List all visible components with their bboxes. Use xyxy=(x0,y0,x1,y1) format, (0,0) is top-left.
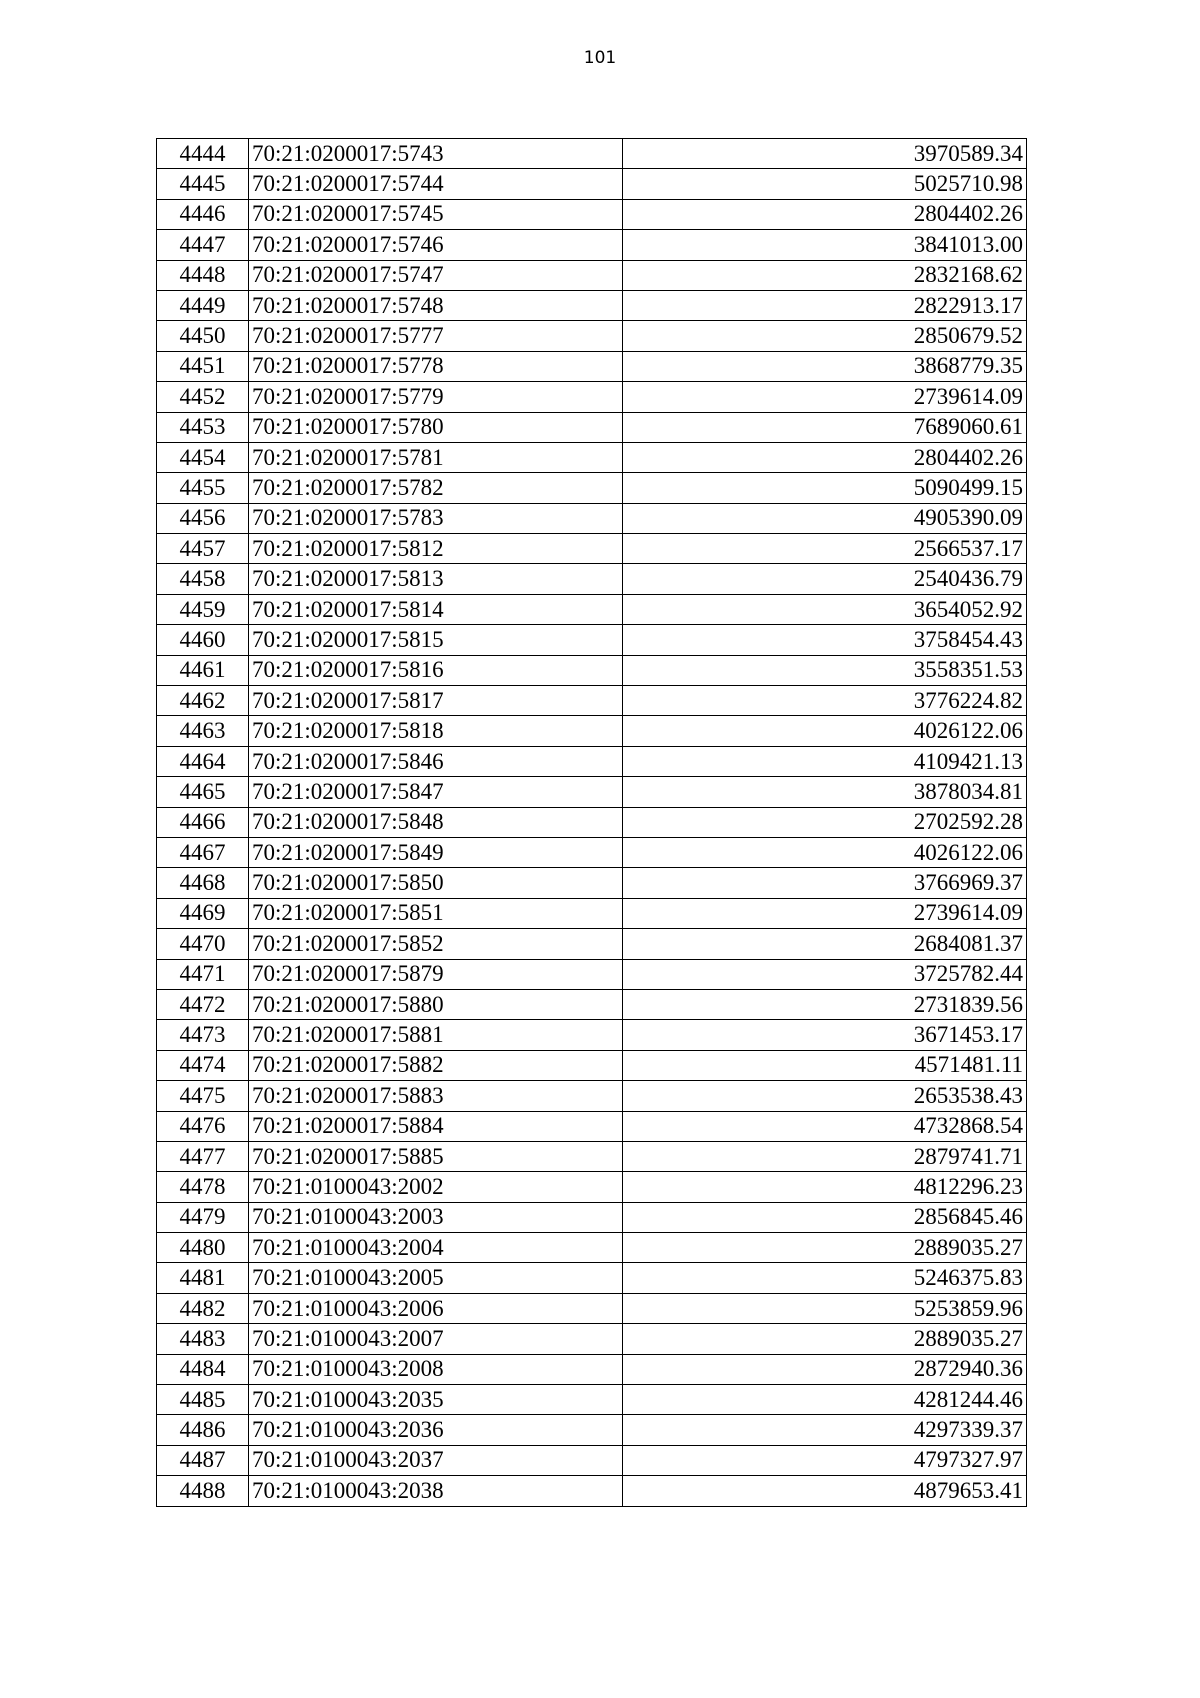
cadastral-value-cell: 5090499.15 xyxy=(623,473,1027,503)
row-number-cell: 4461 xyxy=(157,655,249,685)
table-row xyxy=(157,1324,1027,1354)
table-row xyxy=(157,412,1027,442)
cadastral-value-cell: 2684081.37 xyxy=(623,929,1027,959)
table-row xyxy=(157,898,1027,928)
cadastral-value-cell: 4905390.09 xyxy=(623,503,1027,533)
cadastral-number-cell: 70:21:0100043:2004 xyxy=(249,1233,623,1263)
table-row xyxy=(157,1111,1027,1141)
table-row xyxy=(157,959,1027,989)
cadastral-value-cell: 3558351.53 xyxy=(623,655,1027,685)
cadastral-value-cell: 4571481.11 xyxy=(623,1050,1027,1080)
cadastral-value-cell: 2889035.27 xyxy=(623,1233,1027,1263)
row-number-cell: 4484 xyxy=(157,1354,249,1384)
cadastral-number-cell: 70:21:0200017:5746 xyxy=(249,230,623,260)
cadastral-number-cell: 70:21:0200017:5748 xyxy=(249,290,623,320)
cadastral-value-cell: 2739614.09 xyxy=(623,898,1027,928)
cadastral-number-cell: 70:21:0200017:5881 xyxy=(249,1020,623,1050)
row-number-cell: 4479 xyxy=(157,1202,249,1232)
table-row xyxy=(157,594,1027,624)
cadastral-number-cell: 70:21:0200017:5847 xyxy=(249,777,623,807)
row-number-cell: 4471 xyxy=(157,959,249,989)
table-row xyxy=(157,230,1027,260)
cadastral-number-cell: 70:21:0200017:5814 xyxy=(249,594,623,624)
row-number-cell: 4468 xyxy=(157,868,249,898)
table-row xyxy=(157,1050,1027,1080)
cadastral-number-cell: 70:21:0200017:5852 xyxy=(249,929,623,959)
cadastral-number-cell: 70:21:0200017:5882 xyxy=(249,1050,623,1080)
cadastral-value-cell: 4026122.06 xyxy=(623,716,1027,746)
row-number-cell: 4480 xyxy=(157,1233,249,1263)
row-number-cell: 4473 xyxy=(157,1020,249,1050)
cadastral-value-cell: 2731839.56 xyxy=(623,989,1027,1019)
cadastral-value-cell: 3654052.92 xyxy=(623,594,1027,624)
row-number-cell: 4448 xyxy=(157,260,249,290)
row-number-cell: 4462 xyxy=(157,686,249,716)
row-number-cell: 4457 xyxy=(157,534,249,564)
table-row xyxy=(157,290,1027,320)
row-number-cell: 4446 xyxy=(157,199,249,229)
row-number-cell: 4465 xyxy=(157,777,249,807)
row-number-cell: 4450 xyxy=(157,321,249,351)
table-row xyxy=(157,625,1027,655)
table-row xyxy=(157,1233,1027,1263)
table-row xyxy=(157,868,1027,898)
table-row xyxy=(157,473,1027,503)
row-number-cell: 4452 xyxy=(157,382,249,412)
row-number-cell: 4464 xyxy=(157,746,249,776)
table-row xyxy=(157,564,1027,594)
cadastral-number-cell: 70:21:0200017:5779 xyxy=(249,382,623,412)
table-row xyxy=(157,199,1027,229)
table-row xyxy=(157,1385,1027,1415)
cadastral-number-cell: 70:21:0100043:2035 xyxy=(249,1385,623,1415)
row-number-cell: 4486 xyxy=(157,1415,249,1445)
cadastral-number-cell: 70:21:0100043:2037 xyxy=(249,1445,623,1475)
row-number-cell: 4447 xyxy=(157,230,249,260)
cadastral-number-cell: 70:21:0200017:5812 xyxy=(249,534,623,564)
table-row xyxy=(157,1445,1027,1475)
table-row xyxy=(157,807,1027,837)
cadastral-number-cell: 70:21:0100043:2006 xyxy=(249,1293,623,1323)
cadastral-value-cell: 2879741.71 xyxy=(623,1141,1027,1171)
cadastral-number-cell: 70:21:0200017:5781 xyxy=(249,442,623,472)
row-number-cell: 4475 xyxy=(157,1081,249,1111)
cadastral-number-cell: 70:21:0100043:2002 xyxy=(249,1172,623,1202)
row-number-cell: 4469 xyxy=(157,898,249,928)
row-number-cell: 4474 xyxy=(157,1050,249,1080)
cadastral-value-cell: 3841013.00 xyxy=(623,230,1027,260)
table-row xyxy=(157,837,1027,867)
cadastral-number-cell: 70:21:0200017:5851 xyxy=(249,898,623,928)
cadastral-value-cell: 3766969.37 xyxy=(623,868,1027,898)
row-number-cell: 4477 xyxy=(157,1141,249,1171)
cadastral-number-cell: 70:21:0200017:5883 xyxy=(249,1081,623,1111)
table-row xyxy=(157,260,1027,290)
cadastral-value-cell: 4297339.37 xyxy=(623,1415,1027,1445)
cadastral-value-cell: 3868779.35 xyxy=(623,351,1027,381)
table-row xyxy=(157,1141,1027,1171)
cadastral-number-cell: 70:21:0100043:2036 xyxy=(249,1415,623,1445)
table-row xyxy=(157,1081,1027,1111)
cadastral-value-cell: 2739614.09 xyxy=(623,382,1027,412)
cadastral-number-cell: 70:21:0100043:2003 xyxy=(249,1202,623,1232)
row-number-cell: 4454 xyxy=(157,442,249,472)
cadastral-value-table xyxy=(156,138,1027,1507)
cadastral-number-cell: 70:21:0200017:5777 xyxy=(249,321,623,351)
row-number-cell: 4481 xyxy=(157,1263,249,1293)
table-row xyxy=(157,1020,1027,1050)
table-row xyxy=(157,686,1027,716)
row-number-cell: 4455 xyxy=(157,473,249,503)
cadastral-value-cell: 2540436.79 xyxy=(623,564,1027,594)
cadastral-number-cell: 70:21:0200017:5744 xyxy=(249,169,623,199)
row-number-cell: 4453 xyxy=(157,412,249,442)
cadastral-value-cell: 3776224.82 xyxy=(623,686,1027,716)
cadastral-value-cell: 5246375.83 xyxy=(623,1263,1027,1293)
cadastral-number-cell: 70:21:0200017:5817 xyxy=(249,686,623,716)
row-number-cell: 4478 xyxy=(157,1172,249,1202)
cadastral-value-cell: 3970589.34 xyxy=(623,139,1027,169)
table-row xyxy=(157,1415,1027,1445)
cadastral-value-cell: 3878034.81 xyxy=(623,777,1027,807)
cadastral-number-cell: 70:21:0200017:5846 xyxy=(249,746,623,776)
row-number-cell: 4488 xyxy=(157,1476,249,1506)
cadastral-number-cell: 70:21:0200017:5885 xyxy=(249,1141,623,1171)
row-number-cell: 4467 xyxy=(157,837,249,867)
row-number-cell: 4456 xyxy=(157,503,249,533)
cadastral-number-cell: 70:21:0200017:5743 xyxy=(249,139,623,169)
cadastral-value-cell: 4812296.23 xyxy=(623,1172,1027,1202)
row-number-cell: 4459 xyxy=(157,594,249,624)
cadastral-value-cell: 4281244.46 xyxy=(623,1385,1027,1415)
row-number-cell: 4460 xyxy=(157,625,249,655)
row-number-cell: 4458 xyxy=(157,564,249,594)
cadastral-number-cell: 70:21:0100043:2008 xyxy=(249,1354,623,1384)
table-row xyxy=(157,139,1027,169)
table-row xyxy=(157,503,1027,533)
cadastral-number-cell: 70:21:0200017:5782 xyxy=(249,473,623,503)
table-row xyxy=(157,1202,1027,1232)
row-number-cell: 4466 xyxy=(157,807,249,837)
cadastral-value-cell: 4797327.97 xyxy=(623,1445,1027,1475)
cadastral-number-cell: 70:21:0100043:2005 xyxy=(249,1263,623,1293)
table-row xyxy=(157,989,1027,1019)
cadastral-number-cell: 70:21:0200017:5745 xyxy=(249,199,623,229)
cadastral-number-cell: 70:21:0200017:5850 xyxy=(249,868,623,898)
cadastral-value-cell: 7689060.61 xyxy=(623,412,1027,442)
cadastral-value-cell: 3758454.43 xyxy=(623,625,1027,655)
cadastral-value-cell: 3725782.44 xyxy=(623,959,1027,989)
table-row xyxy=(157,716,1027,746)
cadastral-value-cell: 2804402.26 xyxy=(623,442,1027,472)
row-number-cell: 4463 xyxy=(157,716,249,746)
row-number-cell: 4449 xyxy=(157,290,249,320)
row-number-cell: 4483 xyxy=(157,1324,249,1354)
cadastral-number-cell: 70:21:0200017:5884 xyxy=(249,1111,623,1141)
cadastral-value-cell: 2822913.17 xyxy=(623,290,1027,320)
cadastral-number-cell: 70:21:0200017:5818 xyxy=(249,716,623,746)
cadastral-number-cell: 70:21:0200017:5849 xyxy=(249,837,623,867)
cadastral-number-cell: 70:21:0200017:5880 xyxy=(249,989,623,1019)
page-number: 101 xyxy=(583,48,617,68)
cadastral-value-cell: 4879653.41 xyxy=(623,1476,1027,1506)
cadastral-value-cell: 2872940.36 xyxy=(623,1354,1027,1384)
row-number-cell: 4445 xyxy=(157,169,249,199)
cadastral-value-cell: 4026122.06 xyxy=(623,837,1027,867)
table-row xyxy=(157,746,1027,776)
table-row xyxy=(157,382,1027,412)
cadastral-value-cell: 2566537.17 xyxy=(623,534,1027,564)
cadastral-value-cell: 2850679.52 xyxy=(623,321,1027,351)
cadastral-value-cell: 2856845.46 xyxy=(623,1202,1027,1232)
table-row xyxy=(157,1476,1027,1506)
table-row xyxy=(157,929,1027,959)
table-row xyxy=(157,534,1027,564)
cadastral-value-cell: 4732868.54 xyxy=(623,1111,1027,1141)
cadastral-value-cell: 2804402.26 xyxy=(623,199,1027,229)
table-row xyxy=(157,777,1027,807)
table-row xyxy=(157,1263,1027,1293)
cadastral-number-cell: 70:21:0200017:5848 xyxy=(249,807,623,837)
cadastral-value-cell: 2653538.43 xyxy=(623,1081,1027,1111)
row-number-cell: 4470 xyxy=(157,929,249,959)
cadastral-value-cell: 2702592.28 xyxy=(623,807,1027,837)
table-row xyxy=(157,169,1027,199)
cadastral-number-cell: 70:21:0200017:5813 xyxy=(249,564,623,594)
table-row xyxy=(157,442,1027,472)
table-row xyxy=(157,655,1027,685)
table-row xyxy=(157,1293,1027,1323)
table-row xyxy=(157,321,1027,351)
row-number-cell: 4472 xyxy=(157,989,249,1019)
cadastral-value-cell: 5025710.98 xyxy=(623,169,1027,199)
cadastral-value-cell: 2889035.27 xyxy=(623,1324,1027,1354)
row-number-cell: 4487 xyxy=(157,1445,249,1475)
table-body xyxy=(157,139,1027,1507)
cadastral-number-cell: 70:21:0100043:2038 xyxy=(249,1476,623,1506)
cadastral-number-cell: 70:21:0200017:5879 xyxy=(249,959,623,989)
cadastral-number-cell: 70:21:0200017:5747 xyxy=(249,260,623,290)
cadastral-value-cell: 4109421.13 xyxy=(623,746,1027,776)
row-number-cell: 4451 xyxy=(157,351,249,381)
table-row xyxy=(157,351,1027,381)
cadastral-value-cell: 2832168.62 xyxy=(623,260,1027,290)
cadastral-value-cell: 3671453.17 xyxy=(623,1020,1027,1050)
table-row xyxy=(157,1172,1027,1202)
cadastral-number-cell: 70:21:0200017:5816 xyxy=(249,655,623,685)
row-number-cell: 4485 xyxy=(157,1385,249,1415)
cadastral-number-cell: 70:21:0200017:5783 xyxy=(249,503,623,533)
cadastral-number-cell: 70:21:0200017:5780 xyxy=(249,412,623,442)
cadastral-number-cell: 70:21:0200017:5778 xyxy=(249,351,623,381)
row-number-cell: 4444 xyxy=(157,139,249,169)
cadastral-value-cell: 5253859.96 xyxy=(623,1293,1027,1323)
row-number-cell: 4482 xyxy=(157,1293,249,1323)
table-row xyxy=(157,1354,1027,1384)
row-number-cell: 4476 xyxy=(157,1111,249,1141)
cadastral-number-cell: 70:21:0200017:5815 xyxy=(249,625,623,655)
cadastral-number-cell: 70:21:0100043:2007 xyxy=(249,1324,623,1354)
